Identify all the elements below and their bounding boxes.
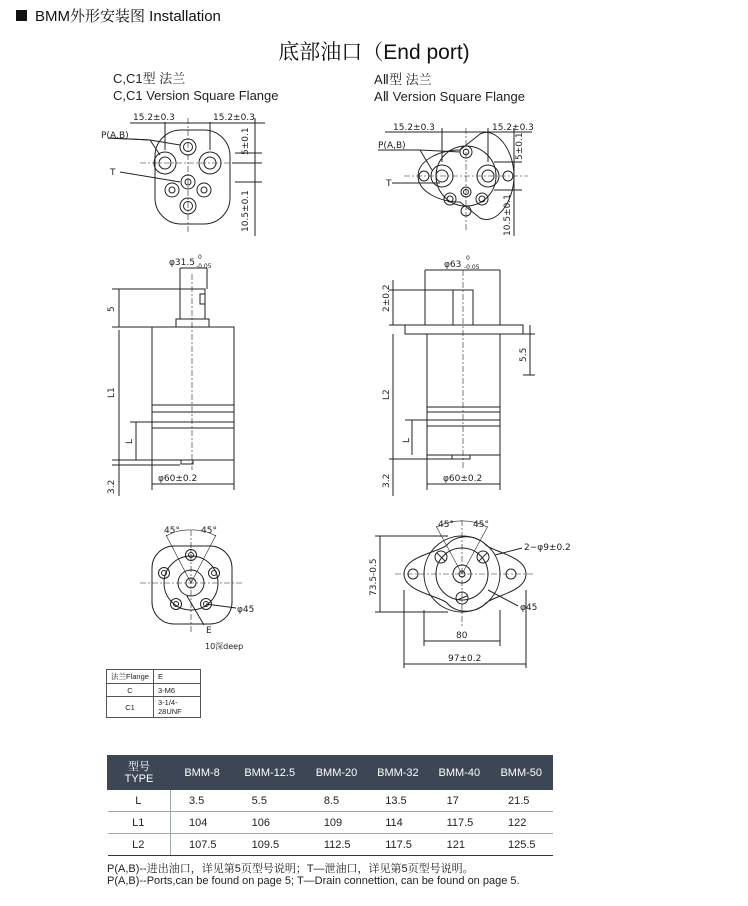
table-cell: 121 <box>429 834 490 856</box>
table-cell: 117.5 <box>429 812 490 834</box>
dim-right-97: 97±0.2 <box>448 654 482 664</box>
table-cell: E <box>154 670 201 684</box>
table-row <box>108 834 553 856</box>
dim-right-15-2-a: 15.2±0.3 <box>393 123 435 133</box>
type-header-cn: 型号 <box>128 760 150 773</box>
column-header: BMM-20 <box>306 756 367 790</box>
dim-right-l2: L2 <box>382 389 392 400</box>
table-cell: 106 <box>234 812 306 834</box>
dim-right-73-5: 73.5-0.5 <box>369 558 379 596</box>
label-right-pab: P(A,B) <box>378 141 406 151</box>
page-title: 底部油口（End port) <box>278 41 470 64</box>
table-cell: C1 <box>107 697 154 718</box>
dim-shaft-31-5: φ31.5 <box>169 258 195 268</box>
dim-right-5-5: 5.5 <box>519 347 529 362</box>
table-cell: 3-1/4-28UNF <box>154 697 201 718</box>
type-header-en: TYPE <box>124 772 154 785</box>
label-left-pab: P(A,B) <box>101 131 129 141</box>
dim-left-l: L <box>125 438 135 444</box>
flange-thread-table <box>106 669 201 718</box>
table-cell: 5.5 <box>234 790 306 812</box>
dim-left-pcd-45: φ45 <box>237 605 255 615</box>
dim-right-80: 80 <box>456 631 468 641</box>
type-header <box>108 756 171 790</box>
left-caption-cn: C,C1型 法兰 <box>113 71 186 86</box>
dim-right-15-2-b: 15.2±0.3 <box>492 123 534 133</box>
table-header-row <box>108 756 553 790</box>
dim-right-body-60: φ60±0.2 <box>443 474 483 484</box>
table-cell: 114 <box>367 812 428 834</box>
table-cell: 3-M6 <box>154 684 201 697</box>
table-cell: 13.5 <box>367 790 428 812</box>
column-header: BMM-8 <box>171 756 234 790</box>
dim-right-angle-b: 45° <box>473 520 489 530</box>
dim-left-angle-b: 45° <box>201 526 217 536</box>
right-side-view <box>389 270 535 496</box>
table-cell: 8.5 <box>306 790 367 812</box>
dim-left-10-5: 10.5±0.1 <box>241 190 251 232</box>
table-cell: 107.5 <box>171 834 234 856</box>
dim-shaft-31-5-tol-dn: -0.05 <box>196 263 212 270</box>
dim-left-angle-a: 45° <box>164 526 180 536</box>
model-dimension-table <box>107 755 553 856</box>
dim-left-3-2: 3.2 <box>107 479 117 494</box>
footnote-en: P(A,B)--Ports,can be found on page 5; T—Drain connettion, can be found on page 5. <box>107 875 520 887</box>
label-right-t: T <box>386 179 392 189</box>
left-side-view <box>112 268 234 496</box>
column-header: BMM-40 <box>429 756 490 790</box>
dim-left-15-2-b: 15.2±0.3 <box>213 113 255 123</box>
left-flange-view <box>140 530 242 634</box>
right-caption-cn: AⅡ型 法兰 <box>374 72 432 87</box>
footnote-cn: P(A,B)--进出油口，详见第5页型号说明；T—泄油口，详见第5页型号说明。 <box>107 863 474 875</box>
table-cell: C <box>107 684 154 697</box>
dim-left-l1: L1 <box>107 387 117 398</box>
dim-left-body-60: φ60±0.2 <box>158 474 198 484</box>
dim-left-5: 5±0.1 <box>241 127 251 155</box>
table-row <box>107 697 201 718</box>
table-cell: 104 <box>171 812 234 834</box>
dim-right-l: L <box>402 437 412 443</box>
dim-right-pcd-45: φ45 <box>520 603 538 613</box>
section-header-label: BMM外形安装图 Installation <box>35 8 221 25</box>
right-caption-en: AⅡ Version Square Flange <box>374 89 525 104</box>
dim-right-10-5: 10.5±0.1 <box>503 194 513 236</box>
table-row <box>107 684 201 697</box>
table-row <box>108 812 553 834</box>
table-cell: 109 <box>306 812 367 834</box>
row-label: L2 <box>108 834 171 856</box>
dim-right-5: 5±0.1 <box>515 132 525 160</box>
column-header: BMM-50 <box>490 756 553 790</box>
dim-shaft-31-5-tol-up: 0 <box>198 254 202 261</box>
table-cell: 法兰Flange <box>107 670 154 684</box>
table-cell: 125.5 <box>490 834 553 856</box>
dim-flange-63-tol-dn: -0.05 <box>464 264 480 271</box>
column-header: BMM-32 <box>367 756 428 790</box>
label-left-t: T <box>110 168 116 178</box>
dim-right-angle-a: 45° <box>438 520 454 530</box>
dim-right-3-2: 3.2 <box>382 473 392 488</box>
table-cell: 117.5 <box>367 834 428 856</box>
label-left-deep: 10深deep <box>205 642 244 651</box>
table-row <box>108 790 553 812</box>
right-flange-view <box>375 520 534 668</box>
dim-left-15-2-a: 15.2±0.3 <box>133 113 175 123</box>
row-label: L1 <box>108 812 171 834</box>
left-caption-en: C,C1 Version Square Flange <box>113 88 279 103</box>
dim-flange-63: φ63 <box>444 260 462 270</box>
table-cell: 112.5 <box>306 834 367 856</box>
table-cell: 122 <box>490 812 553 834</box>
table-cell: 21.5 <box>490 790 553 812</box>
dim-right-2: 2±0.2 <box>382 284 392 312</box>
dim-right-holes: 2−φ9±0.2 <box>524 543 571 553</box>
table-cell: 17 <box>429 790 490 812</box>
dim-left-5-height: 5 <box>107 306 117 312</box>
row-label: L <box>108 790 171 812</box>
table-cell: 109.5 <box>234 834 306 856</box>
dim-flange-63-tol-up: 0 <box>466 255 470 262</box>
column-header: BMM-12.5 <box>234 756 306 790</box>
table-row <box>107 670 201 684</box>
table-cell: 3.5 <box>171 790 234 812</box>
label-left-e: E <box>206 626 212 636</box>
